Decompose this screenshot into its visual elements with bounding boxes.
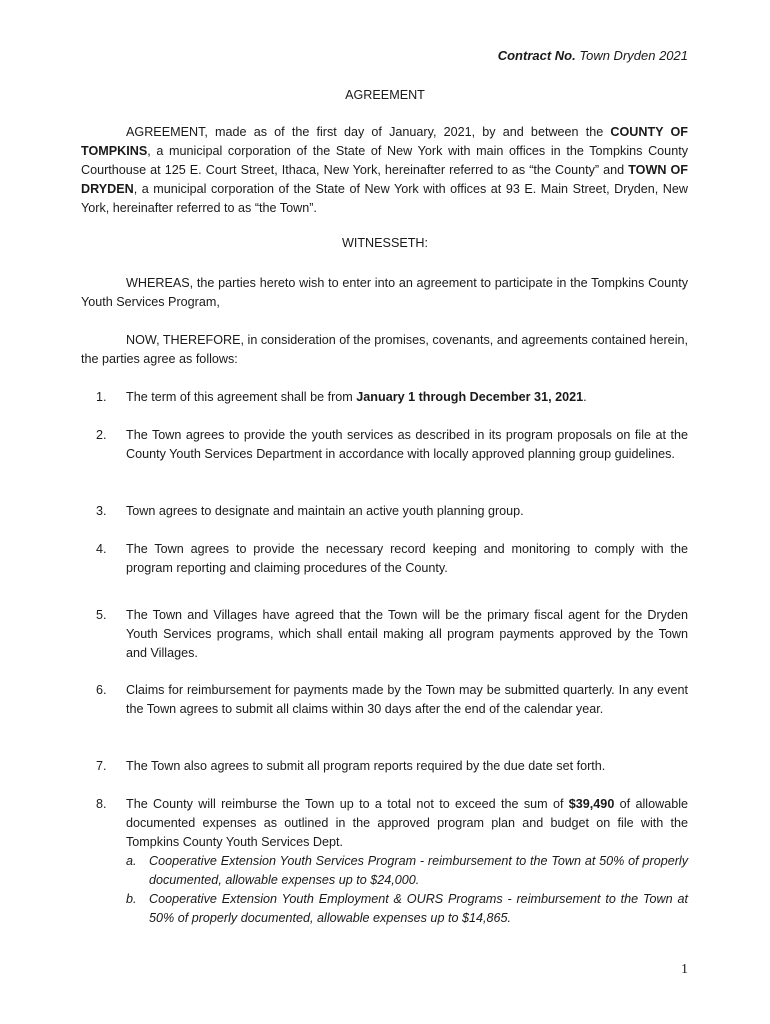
item-text: Town agrees to designate and maintain an active youth planning group.	[126, 504, 524, 518]
list-item	[81, 757, 688, 776]
item-number: 3.	[96, 504, 107, 518]
item-number: 2.	[96, 428, 107, 442]
intro-text-2: , a municipal corporation of the State of New York with main offices in the Tompkins County Courthouse at 125 E. Court Street, Ithaca, New York, hereinafter referred to as “the County” and	[81, 144, 688, 177]
sub-item-letter: b.	[126, 892, 137, 906]
item-number: 1.	[96, 390, 107, 404]
sub-item-letter: a.	[126, 854, 137, 868]
list-item	[81, 502, 688, 521]
county-name: COUNTY OF TOMPKINS	[81, 125, 688, 158]
contract-value: Town Dryden 2021	[579, 48, 688, 63]
contract-label: Contract No.	[497, 48, 576, 63]
contract-number	[498, 46, 688, 65]
item-text: The Town and Villages have agreed that the Town will be the primary fiscal agent for the Dryden Youth Services programs, which shall entail making all program payments approved by the Town and Villages.	[126, 608, 688, 660]
list-item	[81, 388, 688, 407]
whereas-paragraph: WHEREAS, the parties hereto wish to enter into an agreement to participate in the Tompkins County Youth Services Program,	[81, 276, 688, 309]
sub-item	[126, 852, 688, 890]
list-item	[81, 426, 688, 464]
item-text: Claims for reimbursement for payments made by the Town may be submitted quarterly. In any event the Town agrees to submit all claims within 30 days after the end of the calendar year.	[126, 683, 688, 716]
item-number: 5.	[96, 608, 107, 622]
item-number: 8.	[96, 797, 107, 811]
item-text	[126, 795, 688, 928]
sub-item	[126, 890, 688, 928]
document-title: AGREEMENT	[345, 88, 425, 102]
intro-text-1: AGREEMENT, made as of the first day of January, 2021, by and between the	[126, 125, 611, 139]
item-number: 7.	[96, 759, 107, 773]
intro-text-3: , a municipal corporation of the State of New York with offices at 93 E. Main Street, Dryden, New York, hereinafter referred to as “the Town”.	[81, 182, 688, 215]
witnesseth-heading: WITNESSETH:	[341, 236, 429, 250]
sub-item-text: Cooperative Extension Youth Services Program - reimbursement to the Town at 50% of properly documented, allowable expenses up to $24,000.	[149, 854, 688, 887]
sub-item-text: Cooperative Extension Youth Employment & OURS Programs - reimbursement to the Town at 50% of properly documented, allowable expenses up to $14,865.	[149, 892, 688, 925]
item-text: The Town agrees to provide the necessary record keeping and monitoring to comply with the program reporting and claiming procedures of the County.	[126, 542, 688, 575]
item-number: 6.	[96, 683, 107, 697]
list-item	[81, 606, 688, 663]
now-therefore-paragraph: NOW, THEREFORE, in consideration of the promises, covenants, and agreements contained herein, the parties agree as follows:	[81, 333, 688, 366]
item-text: The Town agrees to provide the youth services as described in its program proposals on file at the County Youth Services Department in accordance with locally approved planning group guidelines.	[126, 428, 688, 461]
page-number: 1	[681, 962, 688, 977]
item-text: The Town also agrees to submit all program reports required by the due date set forth.	[126, 759, 606, 773]
item-text: The term of this agreement shall be from January 1 through December 31, 2021.	[126, 390, 587, 404]
item-number: 4.	[96, 542, 107, 556]
list-item	[81, 795, 688, 928]
intro-paragraph	[81, 123, 688, 218]
item-8-main-text: The County will reimburse the Town up to a total not to exceed the sum of $39,490 of allowable documented expenses as outlined in the approved program plan and budget on file with the Tompkins County Youth Services Dept.	[126, 797, 689, 849]
list-item	[81, 540, 688, 578]
town-name: TOWN OF DRYDEN	[81, 163, 689, 196]
list-item	[81, 681, 688, 719]
